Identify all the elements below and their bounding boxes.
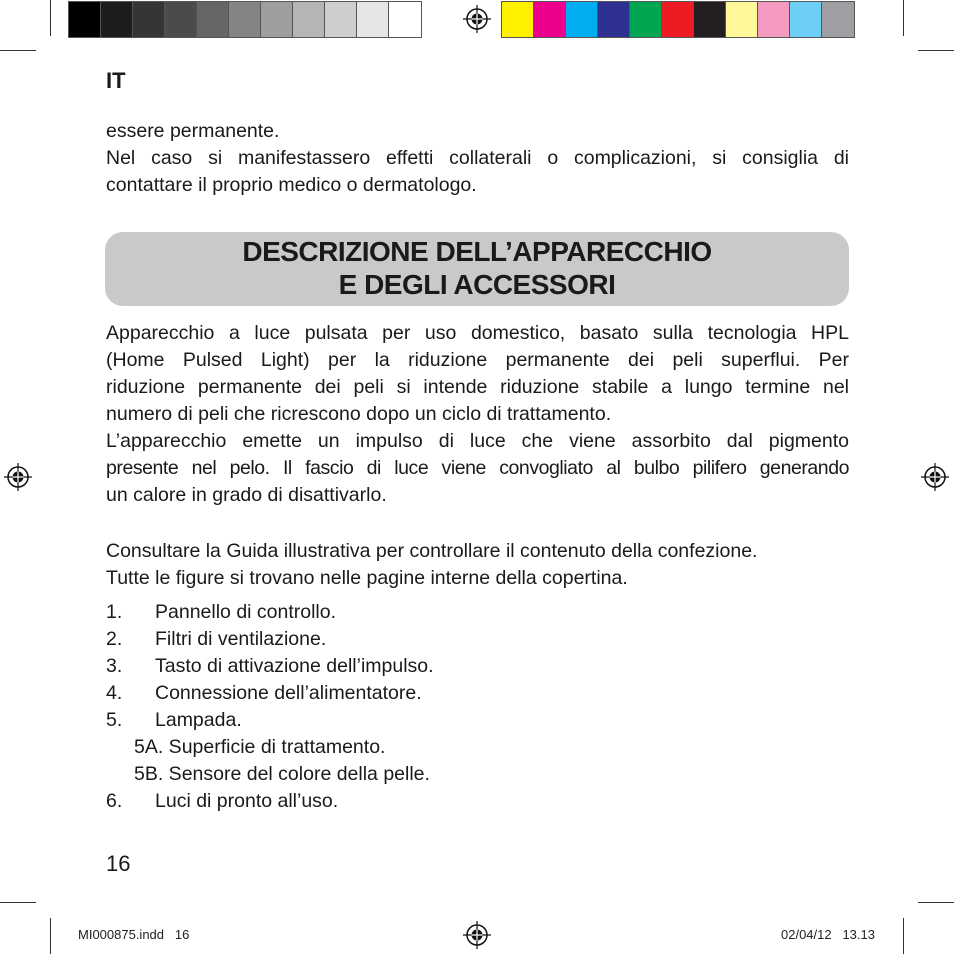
- text-line: Nel caso si manifestassero effetti collaterali o complicazioni, si consiglia di: [106, 147, 849, 169]
- text-line: Apparecchio a luce pulsata per uso domestico, basato sulla tecnologia HPL: [106, 322, 849, 344]
- list-item-text: Lampada.: [155, 709, 242, 731]
- list-item-number: 2.: [106, 628, 123, 650]
- slug-timestamp: 02/04/12 13.13: [781, 927, 875, 942]
- gray-swatch: [229, 2, 261, 37]
- text-line: essere permanente.: [106, 120, 280, 142]
- registration-mark-icon: [462, 4, 492, 34]
- section-heading-line: DESCRIZIONE DELL’APPARECCHIO: [242, 236, 712, 267]
- text-line: un calore in grado di disattivarlo.: [106, 484, 387, 506]
- list-item-text: Filtri di ventilazione.: [155, 628, 327, 650]
- list-subitem-text: 5B. Sensore del colore della pelle.: [134, 763, 430, 785]
- list-item-number: 3.: [106, 655, 123, 677]
- list-item-number: 6.: [106, 790, 123, 812]
- slug-filename: MI000875.indd 16: [78, 927, 190, 942]
- crop-mark: [918, 902, 954, 903]
- process-color-bar: [501, 1, 855, 38]
- gray-swatch: [357, 2, 389, 37]
- language-label: IT: [106, 68, 126, 93]
- color-swatch: [822, 2, 854, 37]
- description-paragraph: [106, 320, 849, 509]
- registration-mark-icon: [920, 462, 950, 492]
- section-heading: [105, 235, 849, 301]
- crop-mark: [903, 0, 904, 36]
- gray-swatch: [165, 2, 197, 37]
- list-item-text: Pannello di controllo.: [155, 601, 337, 623]
- gray-swatch: [261, 2, 293, 37]
- color-swatch: [758, 2, 790, 37]
- gray-swatch: [101, 2, 133, 37]
- registration-mark-icon: [462, 920, 492, 950]
- intro-paragraph: [106, 118, 849, 199]
- color-swatch: [662, 2, 694, 37]
- list-item-number: 1.: [106, 601, 123, 623]
- list-item-number: 4.: [106, 682, 123, 704]
- list-item-number: 5.: [106, 709, 123, 731]
- grayscale-color-bar: [68, 1, 422, 38]
- text-line: (Home Pulsed Light) per la riduzione permanente dei peli superflui. Per: [106, 349, 849, 371]
- color-swatch: [790, 2, 822, 37]
- gray-swatch: [69, 2, 101, 37]
- gray-swatch: [325, 2, 357, 37]
- guide-paragraph: [106, 538, 849, 592]
- text-line: numero di peli che ricrescono dopo un ciclo di trattamento.: [106, 403, 612, 425]
- section-heading-line: E DEGLI ACCESSORI: [338, 269, 616, 300]
- crop-mark: [50, 918, 51, 954]
- list-item-text: Connessione dell’alimentatore.: [155, 682, 422, 704]
- crop-mark: [0, 50, 36, 51]
- text-line: Consultare la Guida illustrativa per controllare il contenuto della confezione.: [106, 540, 758, 562]
- color-swatch: [502, 2, 534, 37]
- crop-mark: [0, 902, 36, 903]
- text-line: presente nel pelo. Il fascio di luce viene convogliato al bulbo pilifero generando: [106, 457, 849, 479]
- color-swatch: [598, 2, 630, 37]
- registration-mark-icon: [3, 462, 33, 492]
- crop-mark: [903, 918, 904, 954]
- gray-swatch: [133, 2, 165, 37]
- crop-mark: [918, 50, 954, 51]
- page-number: 16: [106, 851, 131, 876]
- color-swatch: [630, 2, 662, 37]
- text-line: Tutte le figure si trovano nelle pagine interne della copertina.: [106, 567, 628, 589]
- color-swatch: [726, 2, 758, 37]
- text-line: riduzione permanente dei peli si intende riduzione stabile a lungo termine nel: [106, 376, 849, 398]
- gray-swatch: [389, 2, 421, 37]
- text-line: L’apparecchio emette un impulso di luce che viene assorbito dal pigmento: [106, 430, 849, 452]
- list-item-text: Tasto di attivazione dell’impulso.: [155, 655, 434, 677]
- color-swatch: [566, 2, 598, 37]
- crop-mark: [50, 0, 51, 36]
- gray-swatch: [197, 2, 229, 37]
- color-swatch: [534, 2, 566, 37]
- list-item-text: Luci di pronto all’uso.: [155, 790, 339, 812]
- text-line: contattare il proprio medico o dermatologo.: [106, 174, 477, 196]
- color-swatch: [694, 2, 726, 37]
- list-subitem-text: 5A. Superficie di trattamento.: [134, 736, 386, 758]
- gray-swatch: [293, 2, 325, 37]
